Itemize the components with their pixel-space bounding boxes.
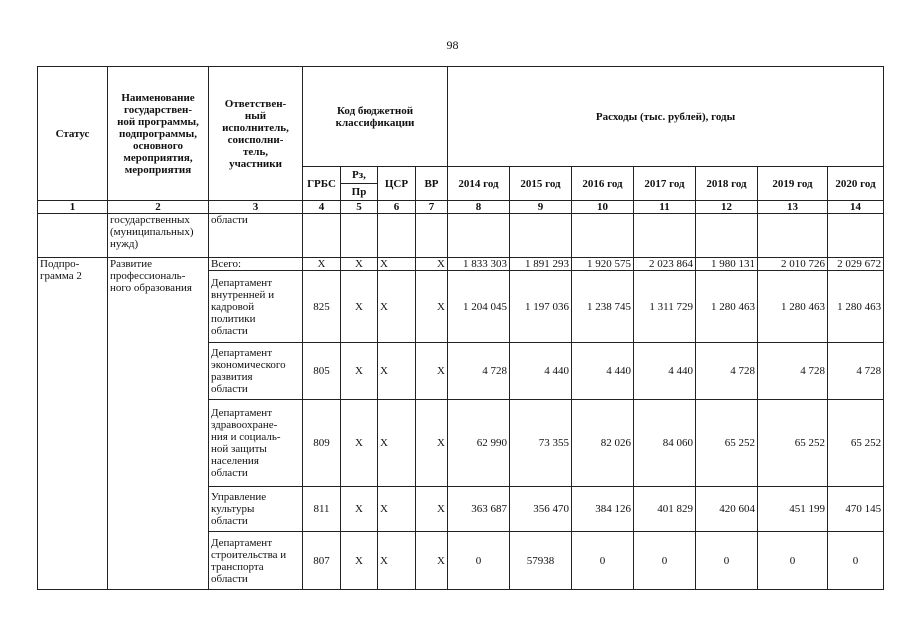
rz-cell: Х — [341, 271, 378, 343]
value-cell: 0 — [828, 532, 884, 590]
value-cell: 1 280 463 — [828, 271, 884, 343]
header-year-2020: 2020 год — [828, 167, 884, 201]
rz-cell: Х — [341, 400, 378, 487]
rz-cell: Х — [341, 487, 378, 532]
responsible-cell: Департамент экономического развития области — [209, 343, 303, 400]
column-number: 9 — [510, 201, 572, 214]
value-cell: 2 010 726 — [758, 258, 828, 271]
column-number: 7 — [416, 201, 448, 214]
column-number: 13 — [758, 201, 828, 214]
header-year-2018: 2018 год — [696, 167, 758, 201]
value-cell: 1 980 131 — [696, 258, 758, 271]
value-cell: 1 197 036 — [510, 271, 572, 343]
value-cell: 0 — [696, 532, 758, 590]
column-number: 11 — [634, 201, 696, 214]
value-cell: 1 280 463 — [696, 271, 758, 343]
header-grbs: ГРБС — [303, 167, 341, 201]
csr-cell: Х — [378, 343, 416, 400]
csr-cell: Х — [378, 400, 416, 487]
column-number: 6 — [378, 201, 416, 214]
value-cell: 65 252 — [696, 400, 758, 487]
header-year-2014: 2014 год — [448, 167, 510, 201]
page-number: 98 — [446, 38, 459, 52]
vr-cell: Х — [416, 271, 448, 343]
column-number: 2 — [108, 201, 209, 214]
value-cell: 1 311 729 — [634, 271, 696, 343]
value-cell: 470 145 — [828, 487, 884, 532]
csr-cell: Х — [378, 532, 416, 590]
grbs-cell: 805 — [303, 343, 341, 400]
csr-cell: Х — [378, 271, 416, 343]
column-number: 4 — [303, 201, 341, 214]
value-cell: 4 728 — [448, 343, 510, 400]
column-number: 3 — [209, 201, 303, 214]
responsible-cell: Департамент внутренней и кадровой политики области — [209, 271, 303, 343]
vr-cell: Х — [416, 487, 448, 532]
value-cell: 4 728 — [758, 343, 828, 400]
value-cell: 65 252 — [758, 400, 828, 487]
value-cell: 2 023 864 — [634, 258, 696, 271]
value-cell: 2 029 672 — [828, 258, 884, 271]
value-cell: 65 252 — [828, 400, 884, 487]
value-cell: 1 238 745 — [572, 271, 634, 343]
table-cell — [38, 214, 108, 258]
table-cell — [572, 214, 634, 258]
value-cell: 4 440 — [510, 343, 572, 400]
header-responsible: Ответствен- ный исполнитель, соисполни- тель, участники — [209, 67, 303, 201]
continuation-name: государственных (муниципальных) нужд) — [108, 214, 209, 258]
rz-cell: Х — [341, 343, 378, 400]
value-cell: 73 355 — [510, 400, 572, 487]
value-cell: 4 440 — [634, 343, 696, 400]
subprogram-name: Развитие профессиональ- ного образования — [108, 258, 209, 590]
value-cell: 401 829 — [634, 487, 696, 532]
responsible-cell: Департамент здравоохране- ния и социаль- ной защиты населения области — [209, 400, 303, 487]
table-cell — [828, 214, 884, 258]
table-cell — [634, 214, 696, 258]
table-cell — [341, 214, 378, 258]
responsible-cell: Департамент строительства и транспорта области — [209, 532, 303, 590]
header-name: Наименование государствен- ной программы, подпрограммы, основного мероприятия, мероприятия — [108, 67, 209, 201]
table-row — [38, 258, 884, 271]
grbs-cell: 807 — [303, 532, 341, 590]
value-cell: 420 604 — [696, 487, 758, 532]
header-year-2016: 2016 год — [572, 167, 634, 201]
value-cell: 4 440 — [572, 343, 634, 400]
budget-table — [37, 66, 884, 590]
value-cell: 62 990 — [448, 400, 510, 487]
column-number: 1 — [38, 201, 108, 214]
grbs-cell: 811 — [303, 487, 341, 532]
responsible-cell: Управление культуры области — [209, 487, 303, 532]
header-status: Статус — [38, 67, 108, 201]
csr-cell: Х — [378, 487, 416, 532]
vr-cell: Х — [416, 532, 448, 590]
rz-cell: Х — [341, 258, 378, 271]
table-cell — [303, 214, 341, 258]
value-cell: 451 199 — [758, 487, 828, 532]
column-number: 12 — [696, 201, 758, 214]
subprogram-status: Подпро- грамма 2 — [38, 258, 108, 590]
header-budget-code: Код бюджетной классификации — [303, 67, 448, 167]
header-year-2019: 2019 год — [758, 167, 828, 201]
value-cell: 4 728 — [696, 343, 758, 400]
value-cell: 0 — [758, 532, 828, 590]
value-cell: 0 — [572, 532, 634, 590]
header-rz-pr — [341, 167, 378, 201]
column-number: 5 — [341, 201, 378, 214]
value-cell: 384 126 — [572, 487, 634, 532]
grbs-cell: 825 — [303, 271, 341, 343]
value-cell: 1 280 463 — [758, 271, 828, 343]
csr-cell: Х — [378, 258, 416, 271]
grbs-cell: Х — [303, 258, 341, 271]
header-expenses: Расходы (тыс. рублей), годы — [448, 67, 884, 167]
vr-cell: Х — [416, 258, 448, 271]
table-cell — [416, 214, 448, 258]
value-cell: 4 728 — [828, 343, 884, 400]
table-cell — [758, 214, 828, 258]
value-cell: 356 470 — [510, 487, 572, 532]
table-cell — [378, 214, 416, 258]
value-cell: 1 833 303 — [448, 258, 510, 271]
header-pr: Пр — [351, 186, 367, 198]
value-cell: 0 — [448, 532, 510, 590]
grbs-cell: 809 — [303, 400, 341, 487]
value-cell: 363 687 — [448, 487, 510, 532]
column-number: 10 — [572, 201, 634, 214]
value-cell: 84 060 — [634, 400, 696, 487]
value-cell: 82 026 — [572, 400, 634, 487]
header-year-2015: 2015 год — [510, 167, 572, 201]
table-cell — [696, 214, 758, 258]
value-cell: 0 — [634, 532, 696, 590]
column-number: 14 — [828, 201, 884, 214]
table-cell — [448, 214, 510, 258]
vr-cell: Х — [416, 343, 448, 400]
header-rz: Рз, — [341, 167, 377, 184]
table-cell — [510, 214, 572, 258]
continuation-responsible: области — [209, 214, 303, 258]
vr-cell: Х — [416, 400, 448, 487]
column-number: 8 — [448, 201, 510, 214]
header-csr: ЦСР — [378, 167, 416, 201]
header-vr: ВР — [416, 167, 448, 201]
value-cell: 1 204 045 — [448, 271, 510, 343]
responsible-cell: Всего: — [209, 258, 303, 271]
value-cell: 1 920 575 — [572, 258, 634, 271]
value-cell: 57938 — [510, 532, 572, 590]
value-cell: 1 891 293 — [510, 258, 572, 271]
rz-cell: Х — [341, 532, 378, 590]
header-year-2017: 2017 год — [634, 167, 696, 201]
